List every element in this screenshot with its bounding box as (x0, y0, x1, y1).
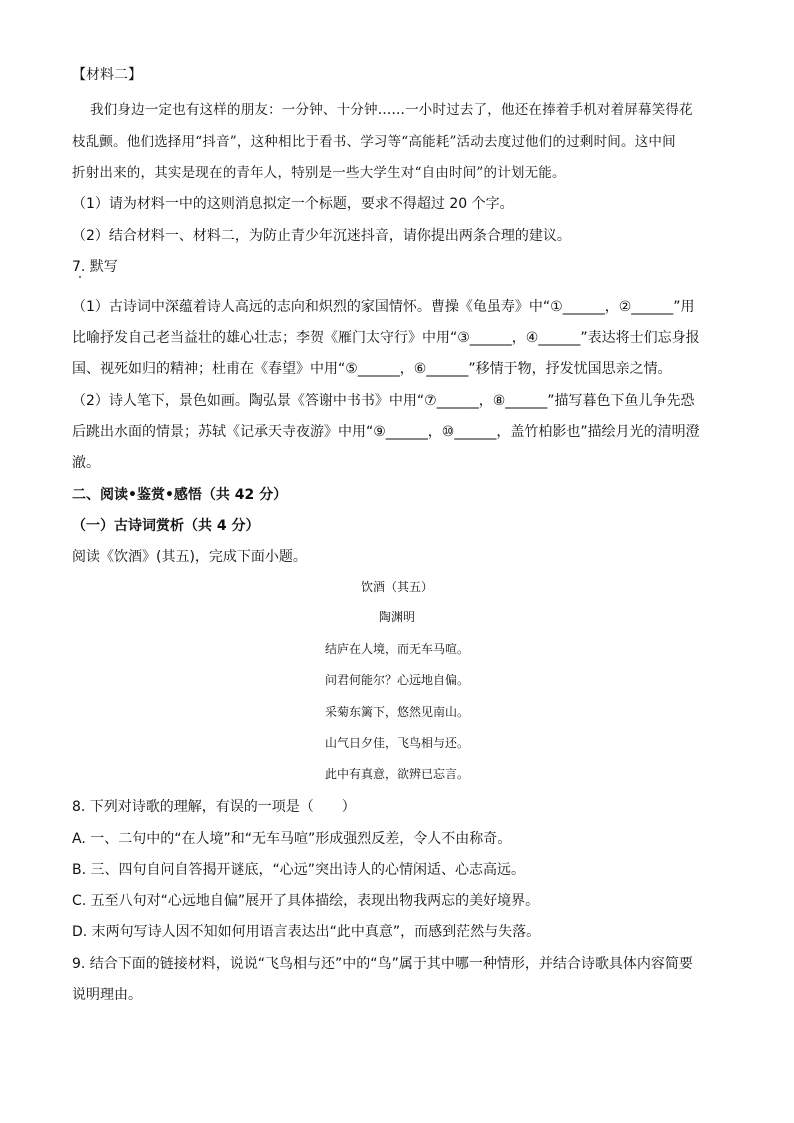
q7-line-1: （1）古诗词中深蕴着诗人高远的志向和炽烈的家国情怀。曹操《龟虽寿》中“①______，②______”用 (72, 299, 695, 315)
q9-line-1: 9. 结合下面的链接材料，说说“飞鸟相与还”中的“鸟”属于其中哪一种情形，并结合诗歌具体内容简要 (72, 956, 693, 972)
q7-line-2: 比喻抒发自己老当益壮的雄心壮志；李贺《雁门太守行》中用“③______，④______”表达将士们忘身报 (72, 330, 700, 346)
poem-line-2: 问君何能尔？心远地自偏。 (324, 673, 469, 687)
q7-line-3: 国、视死如归的精神；杜甫在《春望》中用“⑤______，⑥______”移情于物，抒发忧国思亲之情。 (72, 361, 672, 377)
q8-option-c: C. 五至八句对“心远地自偏”展开了具体描绘，表现出物我两忘的美好境界。 (72, 893, 540, 909)
material2-line-1: 我们身边一定也有这样的朋友：一分钟、十分钟……一小时过去了，他还在捧着手机对着屏幕笑得花 (90, 102, 693, 118)
poem-line-5: 此中有真意，欲辨已忘言。 (324, 767, 469, 781)
material2-line-2: 枝乱颤。他们选择用“抖音”，这种相比于看书、学习等“高能耗”活动去度过他们的过剩时间。这中间 (72, 134, 676, 150)
q6-sub1: （1）请为材料一中的这则消息拟定一个标题，要求不得超过 20 个字。 (72, 196, 514, 212)
q7-line-6: 澈。 (72, 455, 100, 471)
poem-line-1: 结庐在人境，而无车马喧。 (324, 642, 469, 656)
q6-sub2: （2）结合材料一、材料二，为防止青少年沉迷抖音，请你提出两条合理的建议。 (72, 228, 571, 244)
q8-option-b: B. 三、四句自问自答揭开谜底，“心远”突出诗人的心情闲适、心志高远。 (72, 862, 526, 878)
q8-option-d: D. 末两句写诗人因不知如何用语言表达出“此中真意”，而感到茫然与失落。 (72, 924, 541, 940)
poem-line-4: 山气日夕佳，飞鸟相与还。 (324, 736, 469, 750)
reading-instruction: 阅读《饮酒》(其五)，完成下面小题。 (72, 549, 307, 565)
q8-option-a: A. 一、二句中的“在人境”和“无车马喧”形成强烈反差，令人不由称奇。 (72, 831, 512, 847)
material2-heading: 【材料二】 (72, 67, 142, 83)
q7-line-4: （2）诗人笔下，景色如画。陶弘景《答谢中书书》中用“⑦______，⑧______”描写暮色下鱼儿争先恐 (72, 393, 695, 409)
poem-title: 饮酒（其五） (360, 580, 433, 594)
material2-line-3: 折射出来的，其实是现在的青年人，特别是一些大学生对“自由时间”的计划无能。 (72, 165, 566, 181)
q9-line-2: 说明理由。 (72, 987, 142, 1003)
stray-dot (79, 276, 81, 278)
q8-stem: 8. 下列对诗歌的理解，有误的一项是（ ） (72, 799, 356, 815)
poem-author: 陶渊明 (378, 610, 415, 624)
q7-line-5: 后跳出水面的情景；苏轼《记承天寺夜游》中用“⑨______，⑩______，盖竹柏影也”描绘月光的清明澄 (72, 424, 700, 440)
poem-line-3: 采菊东篱下，悠然见南山。 (324, 705, 469, 719)
section2-part1: （一）古诗词赏析（共 4 分） (72, 518, 260, 534)
section2-title: 二、阅读•鉴赏•感悟（共 42 分） (72, 487, 288, 503)
q7-title: 7. 默写 (72, 259, 118, 275)
